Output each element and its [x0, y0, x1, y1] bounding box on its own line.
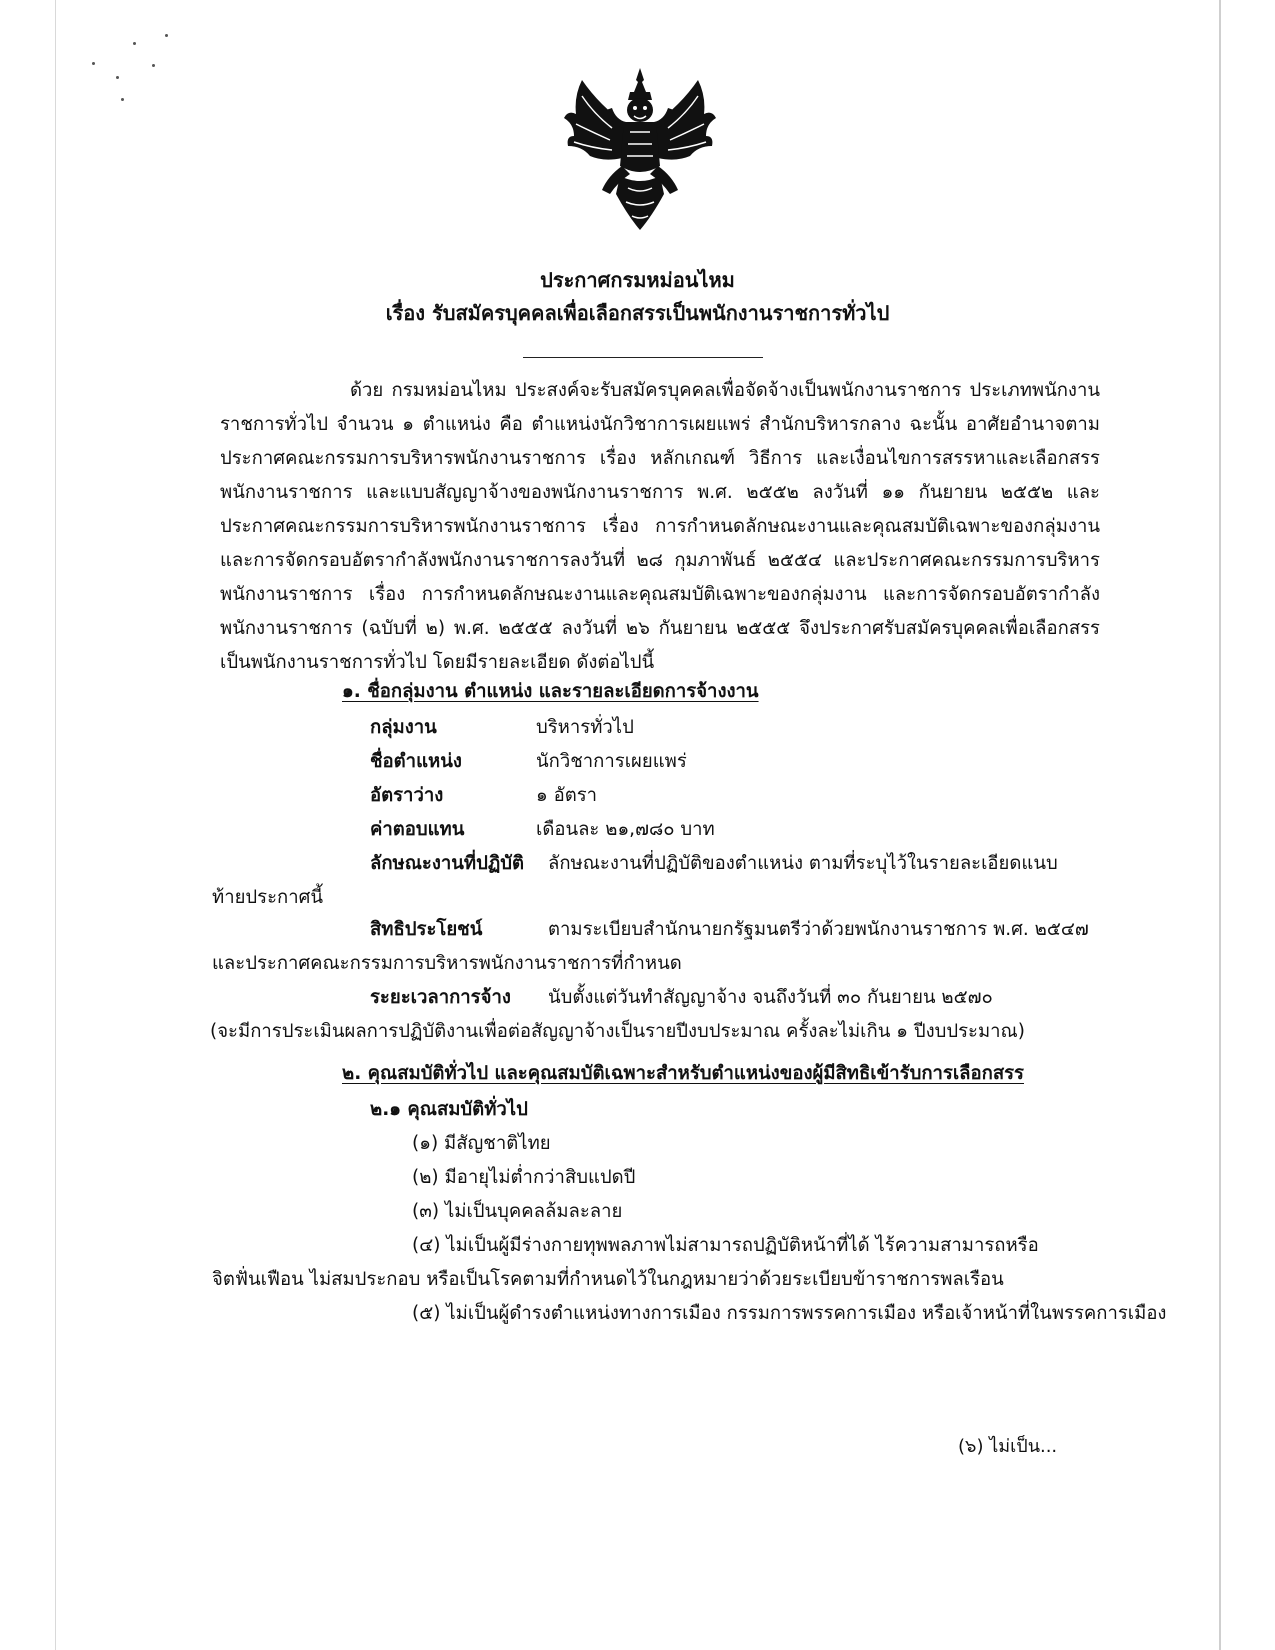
announcement-subject: เรื่อง รับสมัครบุคคลเพื่อเลือกสรรเป็นพนักงานราชการทั่วไป [385, 301, 890, 325]
continued-marker: (๖) ไม่เป็น... [958, 1436, 1058, 1457]
section-2-1-heading: ๒.๑ คุณสมบัติทั่วไป [370, 1099, 528, 1120]
qualification-item-4: (๔) ไม่เป็นผู้มีร่างกายทุพพลภาพไม่สามารถปฏิบัติหน้าที่ได้ ไร้ความสามารถหรือ [412, 1235, 1039, 1256]
qualification-item-3: (๓) ไม่เป็นบุคคลล้มละลาย [412, 1201, 623, 1222]
position-label: ชื่อตำแหน่ง [370, 751, 462, 772]
vacancy-label: อัตราว่าง [370, 785, 444, 806]
scan-speck [133, 42, 136, 45]
qualification-item-1: (๑) มีสัญชาติไทย [412, 1133, 551, 1154]
scan-speck [121, 98, 124, 101]
garuda-emblem-icon [560, 66, 720, 234]
qualification-item-5: (๕) ไม่เป็นผู้ดำรงตำแหน่งทางการเมือง กรรมการพรรคการเมือง หรือเจ้าหน้าที่ในพรรคการเมือง [412, 1303, 1167, 1324]
scan-edge-right [1219, 0, 1221, 1650]
benefit-label: สิทธิประโยชน์ [370, 919, 483, 940]
term-label: ระยะเวลาการจ้าง [370, 987, 511, 1008]
section-1-heading: ๑. ชื่อกลุ่มงาน ตำแหน่ง และรายละเอียดการจ้างงาน [342, 681, 759, 702]
scan-speck [92, 62, 95, 65]
vacancy-value: ๑ อัตรา [536, 785, 598, 806]
scan-speck [152, 64, 155, 67]
duty-continuation: ท้ายประกาศนี้ [212, 887, 324, 908]
pay-label: ค่าตอบแทน [370, 819, 465, 840]
benefit-continuation: และประกาศคณะกรรมการบริหารพนักงานราชการที่กำหนด [212, 953, 682, 974]
duty-value: ลักษณะงานที่ปฏิบัติของตำแหน่ง ตามที่ระบุไว้ในรายละเอียดแนบ [548, 853, 1058, 874]
benefit-value: ตามระเบียบสำนักนายกรัฐมนตรีว่าด้วยพนักงานราชการ พ.ศ. ๒๕๔๗ [548, 919, 1089, 940]
qualification-item-4-continuation: จิตฟั่นเฟือน ไม่สมประกอบ หรือเป็นโรคตามที่กำหนดไว้ในกฎหมายว่าด้วยระเบียบข้าราชการพลเรือน [212, 1269, 1004, 1290]
group-label: กลุ่มงาน [370, 717, 437, 738]
pay-value: เดือนละ ๒๑,๗๘๐ บาท [536, 819, 715, 840]
qualification-item-2: (๒) มีอายุไม่ต่ำกว่าสิบแปดปี [412, 1167, 636, 1188]
intro-paragraph [220, 374, 1100, 680]
group-value: บริหารทั่วไป [536, 717, 634, 738]
scan-speck [165, 34, 168, 37]
position-value: นักวิชาการเผยแพร่ [536, 751, 687, 772]
term-value: นับตั้งแต่วันทำสัญญาจ้าง จนถึงวันที่ ๓๐ กันยายน ๒๕๗๐ [548, 987, 993, 1008]
section-2-heading: ๒. คุณสมบัติทั่วไป และคุณสมบัติเฉพาะสำหรับตำแหน่งของผู้มีสิทธิเข้ารับการเลือกสรร [342, 1063, 1024, 1084]
term-continuation: (จะมีการประเมินผลการปฏิบัติงานเพื่อต่อสัญญาจ้างเป็นรายปีงบประมาณ ครั้งละไม่เกิน ๑ ปีงบประมาณ) [210, 1021, 1025, 1042]
scan-speck [116, 76, 119, 79]
intro-text: ด้วย กรมหม่อนไหม ประสงค์จะรับสมัครบุคคลเพื่อจัดจ้างเป็นพนักงานราชการ ประเภทพนักงานราชการทั่วไป จำนวน ๑ ตำแหน่ง คือ ตำแหน่งนักวิชาการเผยแพร่ สำนักบริหารกลาง ฉะนั้น อาศัยอำนาจตามประกาศคณะกรรมการบริหารพนักงานราชการ เรื่อง หลักเกณฑ์ วิธีการ และเงื่อนไขการสรรหาและเลือกสรรพนักงานราชการ และแบบสัญญาจ้างของพนักงานราชการ พ.ศ. ๒๕๕๒ ลงวันที่ ๑๑ กันยายน ๒๕๕๒ และประกาศคณะกรรมการบริหารพนักงานราชการ เรื่อง การกำหนดลักษณะงานและคุณสมบัติเฉพาะของกลุ่มงาน และการจัดกรอบอัตรากำลังพนักงานราชการลงวันที่ ๒๘ กุมภาพันธ์ ๒๕๕๔ และประกาศคณะกรรมการบริหารพนักงานราชการ เรื่อง การกำหนดลักษณะงานและคุณสมบัติเฉพาะของกลุ่มงาน และการจัดกรอบอัตรากำลังพนักงานราชการ (ฉบับที่ ๒) พ.ศ. ๒๕๕๕ ลงวันที่ ๒๖ กันยายน ๒๕๕๕ จึงประกาศรับสมัครบุคคลเพื่อเลือกสรรเป็นพนักงานราชการทั่วไป โดยมีรายละเอียด ดังต่อไปนี้ [220, 380, 1100, 673]
title-divider [523, 357, 763, 358]
scan-edge-left [55, 0, 56, 1650]
duty-label: ลักษณะงานที่ปฏิบัติ [370, 853, 525, 874]
announcement-title: ประกาศกรมหม่อนไหม [540, 268, 735, 292]
